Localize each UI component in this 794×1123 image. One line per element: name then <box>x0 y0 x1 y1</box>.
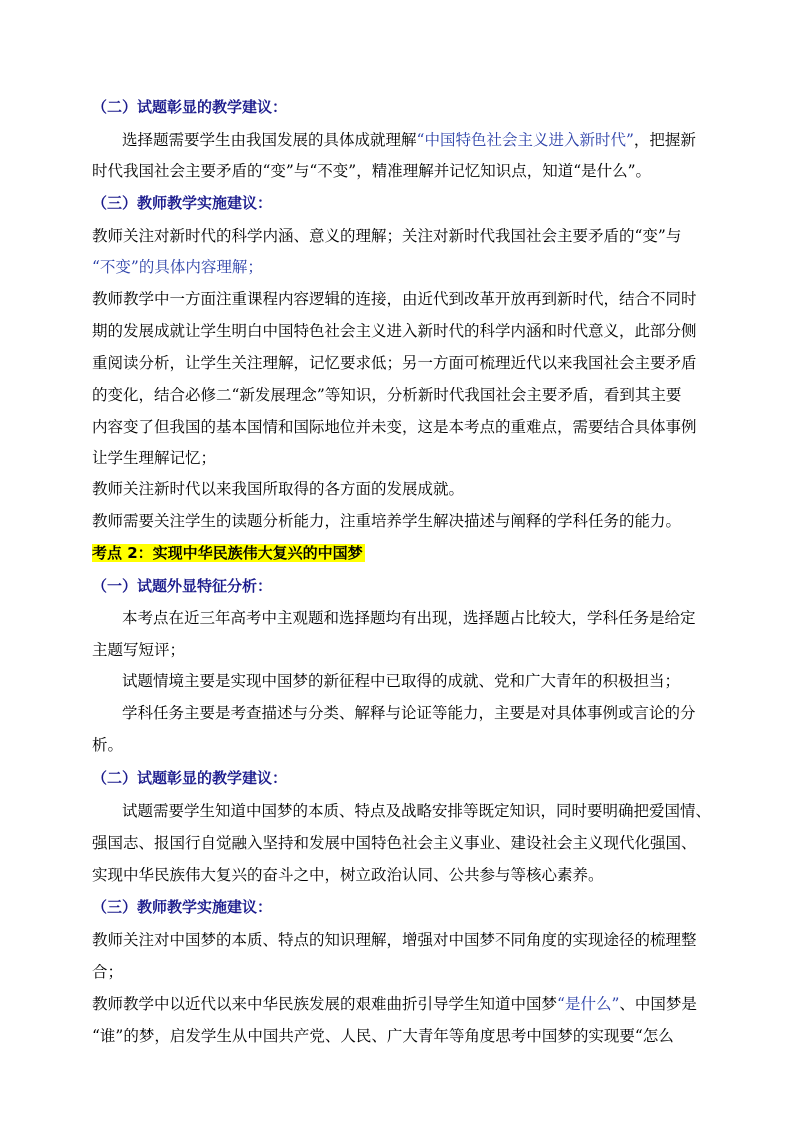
section-heading: （三）教师教学实施建议： <box>92 898 273 916</box>
paragraph-line: 的变化，结合必修二“新发展理念”等知识，分析新时代我国社会主要矛盾，看到其主要 <box>92 386 682 404</box>
paragraph-line: 强国志、报国行自觉融入坚持和发展中国特色社会主义事业、建设社会主义现代化强国、 <box>92 834 697 852</box>
section-heading: （一）试题外显特征分析： <box>92 577 273 595</box>
paragraph-line <box>122 129 696 151</box>
section-heading: （三）教师教学实施建议： <box>92 194 273 212</box>
section-heading: （二）试题彰显的教学建议： <box>92 769 288 787</box>
text-run: 教师教学中以近代以来中华民族发展的艰难曲折引导学生知道中国梦 <box>92 995 558 1013</box>
highlighted-phrase: “是什么” <box>557 995 620 1013</box>
paragraph-line: 实现中华民族伟大复兴的奋斗之中，树立政治认同、公共参与等核心素养。 <box>92 866 604 884</box>
paragraph-line: 试题需要学生知道中国梦的本质、特点及战略安排等既定知识，同时要明确把爱国情、 <box>122 802 712 820</box>
paragraph-line: “不变”的具体内容理解； <box>92 258 263 276</box>
paragraph-line: 本考点在近三年高考中主观题和选择题均有出现，选择题占比较大，学科任务是给定 <box>122 609 696 627</box>
paragraph-line <box>92 993 697 1015</box>
section-heading: （二）试题彰显的教学建议： <box>92 98 288 116</box>
highlighted-phrase: “中国特色社会主义进入新时代” <box>416 131 634 149</box>
paragraph-line: 教师关注新时代以来我国所取得的各方面的发展成就。 <box>92 480 465 498</box>
paragraph-line: 重阅读分析，让学生关注理解，记忆要求低；另一方面可梳理近代以来我国社会主要矛盾 <box>92 354 697 372</box>
paragraph-line: 内容变了但我国的基本国情和国际地位并未变，这是本考点的重难点，需要结合具体事例 <box>92 418 697 436</box>
paragraph-line: 主题写短评； <box>92 641 186 659</box>
text-run: 、中国梦是 <box>619 995 697 1013</box>
paragraph-line: 期的发展成就让学生明白中国特色社会主义进入新时代的科学内涵和时代意义，此部分侧 <box>92 322 697 340</box>
topic-heading <box>92 542 365 564</box>
paragraph-line: 教师关注对新时代的科学内涵、意义的理解；关注对新时代我国社会主要矛盾的“变”与 <box>92 227 682 245</box>
paragraph-line: 时代我国社会主要矛盾的“变”与“不变”，精准理解并记忆知识点，知道“是什么”。 <box>92 162 652 180</box>
paragraph-line: 学科任务主要是考查描述与分类、解释与论证等能力，主要是对具体事例或言论的分 <box>122 704 696 722</box>
paragraph-line: 让学生理解记忆； <box>92 449 217 467</box>
paragraph-line: 教师教学中一方面注重课程内容逻辑的连接，由近代到改革开放再到新时代，结合不同时 <box>92 290 697 308</box>
paragraph-line: 教师关注对中国梦的本质、特点的知识理解，增强对中国梦不同角度的实现途径的梳理整 <box>92 931 697 949</box>
text-run: ，把握新 <box>633 131 696 149</box>
text-run: 选择题需要学生由我国发展的具体成就理解 <box>122 131 417 149</box>
paragraph-line: 教师需要关注学生的读题分析能力，注重培养学生解决描述与阐释的学科任务的能力。 <box>92 512 682 530</box>
paragraph-line: 试题情境主要是实现中国梦的新征程中已取得的成就、党和广大青年的积极担当； <box>122 672 681 690</box>
paragraph-line: “谁”的梦，启发学生从中国共产党、人民、广大青年等角度思考中国梦的实现要“怎么 <box>92 1027 674 1045</box>
topic-heading-text: 考点 2：实现中华民族伟大复兴的中国梦 <box>92 544 363 562</box>
paragraph-line: 合； <box>92 963 124 981</box>
paragraph-line: 析。 <box>92 736 124 754</box>
